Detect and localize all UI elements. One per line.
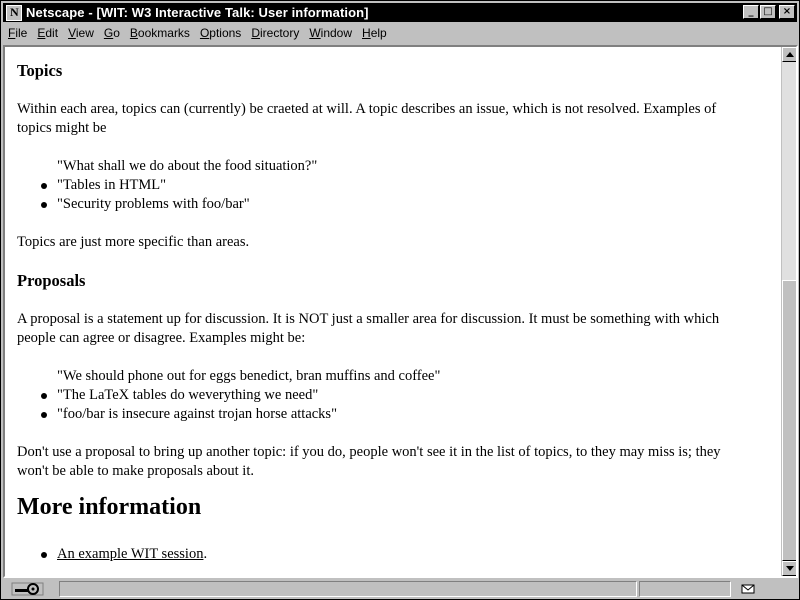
scroll-track[interactable]	[782, 62, 797, 561]
title-bar[interactable]	[3, 3, 797, 22]
scroll-down-button[interactable]	[782, 561, 797, 576]
more-information-list	[17, 545, 737, 564]
menu-window[interactable]: Window	[309, 25, 353, 40]
list-item: "What shall we do about the food situation?"	[57, 158, 318, 174]
menu-options[interactable]: Options	[199, 25, 242, 40]
proposals-intro-paragraph: A proposal is a statement up for discussion. It is NOT just a smaller area for discussion. It must be something with which people can agree or disagree. Examples might be:	[17, 311, 720, 346]
more-information-heading: More information	[17, 494, 202, 520]
proposals-heading: Proposals	[17, 271, 86, 290]
status-message	[59, 581, 637, 597]
example-wit-session-link[interactable]: An example WIT session	[57, 546, 204, 562]
netscape-logo-icon[interactable]	[6, 5, 22, 21]
close-button[interactable]: ×	[779, 5, 795, 19]
menu-edit[interactable]: Edit	[37, 25, 59, 40]
menu-view[interactable]: View	[68, 25, 94, 40]
vertical-scrollbar[interactable]	[781, 47, 796, 576]
topics-examples-list	[17, 157, 737, 214]
menu-bar	[3, 23, 797, 42]
list-item: "Tables in HTML"	[17, 176, 737, 195]
maximize-button[interactable]: □	[760, 5, 776, 19]
menu-help[interactable]: Help	[362, 25, 387, 40]
minimize-button[interactable]: _	[743, 5, 759, 19]
scroll-up-button[interactable]	[782, 47, 797, 62]
menu-bookmarks[interactable]: Bookmarks	[129, 25, 190, 40]
arrow-up-icon	[786, 52, 794, 57]
list-item: "Security problems with foo/bar"	[17, 195, 737, 214]
list-item: An example WIT session.	[17, 545, 737, 564]
scroll-thumb[interactable]	[782, 280, 797, 561]
list-item: "The LaTeX tables do weverything we need"	[17, 386, 737, 405]
proposals-examples-list	[17, 367, 737, 424]
security-key-icon	[11, 580, 45, 597]
arrow-down-icon	[786, 566, 794, 571]
menu-directory[interactable]: Directory	[251, 25, 300, 40]
window-title: Netscape - [WIT: W3 Interactive Talk: User information]	[26, 5, 369, 20]
document-viewport	[3, 45, 798, 578]
topics-heading: Topics	[17, 61, 63, 80]
proposals-outro-paragraph: Don't use a proposal to bring up another topic: if you do, people won't see it in the list of topics, to they may miss is; they won't be able to make proposals about it.	[17, 444, 721, 479]
mail-icon[interactable]	[733, 581, 763, 597]
progress-indicator	[639, 581, 731, 597]
list-item: "We should phone out for eggs benedict, bran muffins and coffee"	[57, 368, 441, 384]
menu-file[interactable]: File	[8, 25, 28, 40]
status-bar	[3, 579, 798, 598]
document-content	[5, 47, 781, 576]
topics-intro-paragraph: Within each area, topics can (currently) be craeted at will. A topic describes an issue, which is not resolved. Examples of topics might be	[17, 101, 717, 136]
topics-outro-paragraph: Topics are just more specific than areas.	[17, 234, 250, 250]
list-item: "foo/bar is insecure against trojan horse attacks"	[17, 405, 737, 424]
menu-go[interactable]: Go	[103, 25, 120, 40]
window-controls	[743, 5, 795, 19]
